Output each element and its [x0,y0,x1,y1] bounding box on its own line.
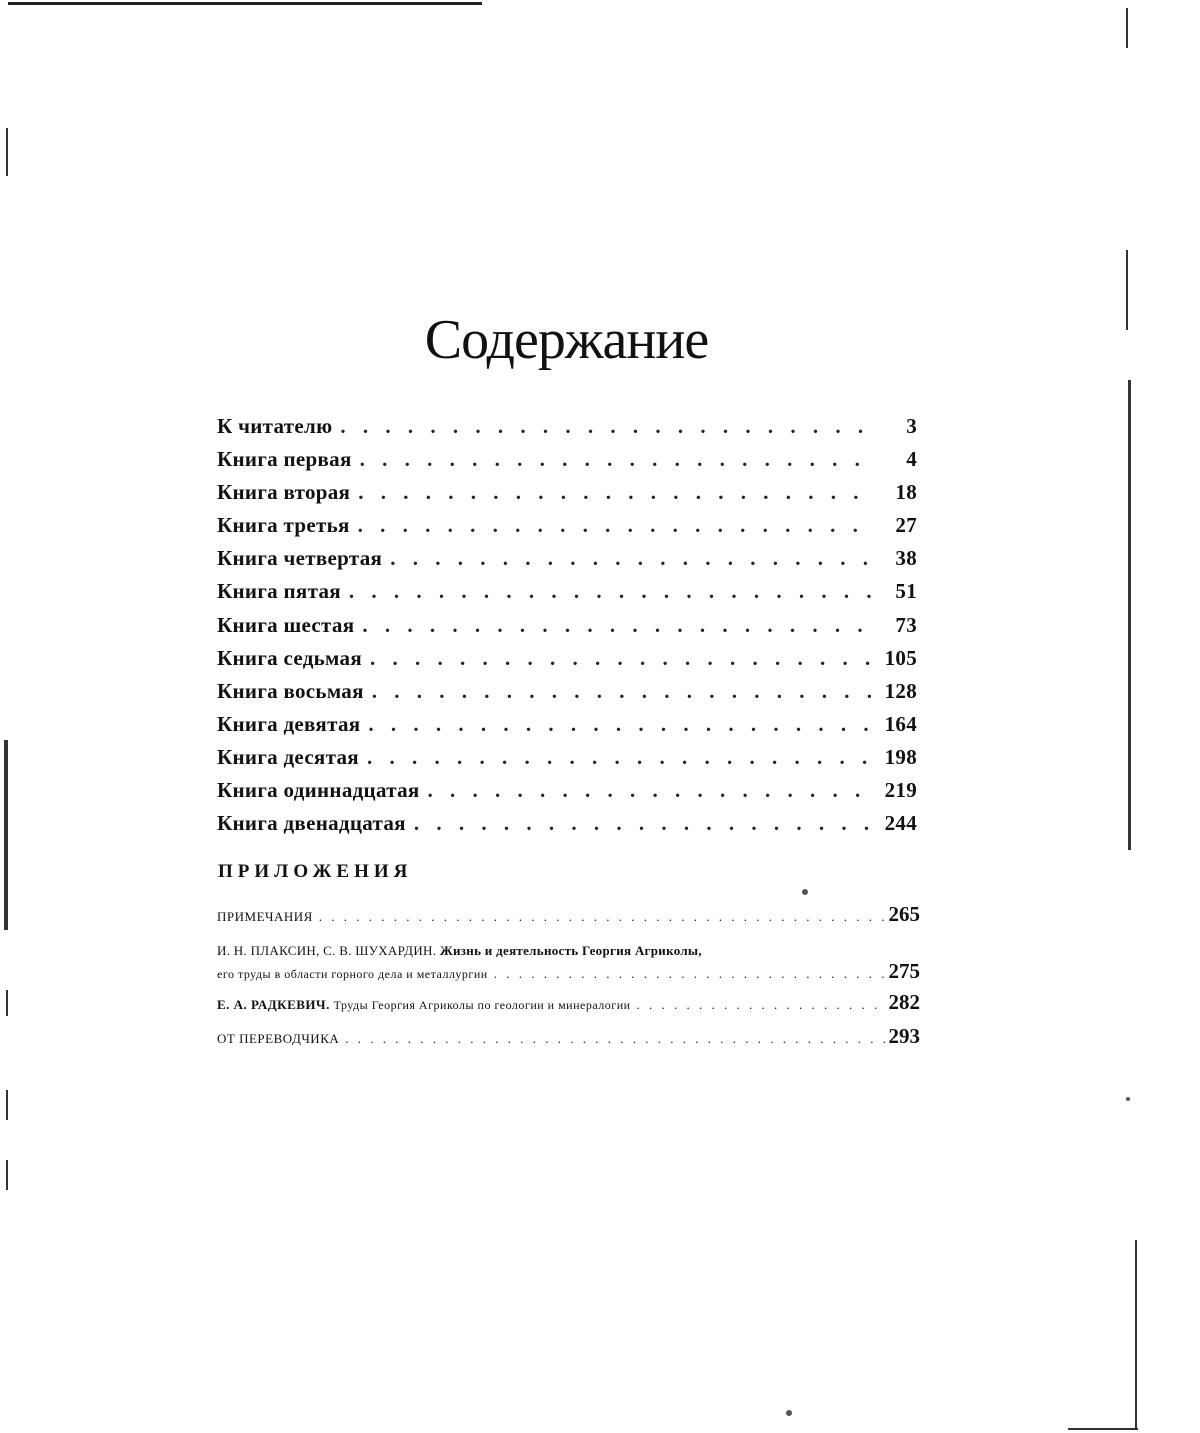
toc-entry-notes[interactable] [217,902,920,927]
dot-leader [360,447,875,472]
toc-entry-radkevich[interactable] [217,990,920,1015]
toc-entry-label: Книга четвертая [217,546,383,571]
toc-entry-page: 198 [884,744,917,769]
dot-leader [372,679,875,704]
toc-entry[interactable] [217,579,917,612]
toc-entry-label: Книга двенадцатая [217,811,406,836]
dot-leader [637,997,885,1013]
toc-entry[interactable] [217,679,917,712]
toc-entry-authors: И. Н. ПЛАКСИН, С. В. ШУХАРДИН. [217,943,437,958]
scan-edge-mark [6,990,8,1016]
toc-entry-page: 265 [888,902,920,926]
toc-entry-label: Книга первая [217,447,352,472]
toc-entry-label: Книга девятая [217,711,361,736]
toc-entry-page: 27 [895,513,917,538]
dot-leader [358,513,875,538]
scan-speck [786,1410,792,1416]
toc-entry-page: 128 [884,678,917,703]
toc-entry[interactable] [217,745,917,778]
dot-leader [414,811,875,836]
toc-entry[interactable] [217,811,917,844]
scan-edge-mark [1128,380,1131,850]
toc-entry-label: К читателю [217,414,333,438]
scan-edge-mark [6,128,8,176]
toc-entry-page: 18 [895,480,917,505]
scan-edge-mark [6,1160,8,1190]
dot-leader [349,579,875,604]
dot-leader [370,646,875,671]
toc-entry-label: Книга третья [217,513,350,538]
scan-edge-mark [1126,8,1128,48]
toc-entry-page: 275 [888,959,920,983]
toc-entry-authors: Е. А. РАДКЕВИЧ. [217,997,330,1012]
toc-entry-page: 244 [884,811,917,836]
dot-leader [367,745,875,770]
dot-leader [319,909,885,925]
toc-entry-page: 3 [906,414,917,438]
toc-entry[interactable] [217,778,917,811]
toc-entry-page: 105 [884,645,917,670]
toc-entry-translator[interactable] [217,1024,920,1049]
toc-entry-title-cont: его труды в области горного дела и металлургии [217,967,488,981]
toc-entry-page: 51 [895,579,917,604]
dot-leader [358,480,875,505]
toc-list [217,414,917,844]
dot-leader [428,778,875,803]
toc-entry-title: Труды Георгия Агриколы по геологии и минералогии [333,998,631,1012]
scan-edge-mark [6,1090,8,1120]
dot-leader [368,712,875,737]
toc-entry-page: 219 [884,778,917,803]
toc-entry-label: ПРИМЕЧАНИЯ [217,909,313,924]
toc-entry-plaksin[interactable] [217,943,920,984]
appendix-heading: ПРИЛОЖЕНИЯ [218,861,413,882]
toc-entry[interactable] [217,480,917,513]
scan-speck [802,889,808,895]
toc-entry-page: 282 [888,990,920,1014]
page-title: Содержание [424,309,709,371]
toc-entry-label: ОТ ПЕРЕВОДЧИКА [217,1031,340,1046]
toc-entry[interactable] [217,712,917,745]
toc-entry-page: 38 [895,546,917,571]
toc-entry[interactable] [217,646,917,679]
toc-entry-page: 293 [888,1024,920,1048]
scan-edge-mark [1135,1240,1137,1430]
toc-entry[interactable] [217,447,917,480]
scan-edge-mark [1068,1428,1138,1430]
toc-entry-page: 164 [884,711,917,736]
scan-speck [1126,1097,1130,1101]
toc-entry[interactable] [217,513,917,546]
toc-entry-label: Книга седьмая [217,645,362,670]
dot-leader [362,613,875,638]
toc-entry-page: 4 [906,447,917,472]
dot-leader [340,414,875,439]
toc-entry-line [217,943,920,959]
toc-entry-label [217,997,637,1013]
toc-entry-page: 73 [895,612,917,637]
toc-entry-title: Жизнь и деятельность Георгия Агриколы, [439,943,702,958]
toc-entry[interactable] [217,613,917,646]
toc-entry-label: Книга десятая [217,744,359,769]
dot-leader [494,966,885,982]
toc-entry-label: Книга пятая [217,579,341,604]
dot-leader [345,1031,884,1047]
dot-leader [390,546,875,571]
scan-edge-line [8,2,482,5]
toc-entry-label: Книга одиннадцатая [217,778,420,803]
toc-entry[interactable] [217,414,917,447]
toc-entry-label: Книга восьмая [217,678,364,703]
scan-edge-mark [4,740,8,930]
toc-entry[interactable] [217,546,917,579]
toc-entry-label: Книга вторая [217,480,351,505]
toc-entry-label: Книга шестая [217,612,355,637]
